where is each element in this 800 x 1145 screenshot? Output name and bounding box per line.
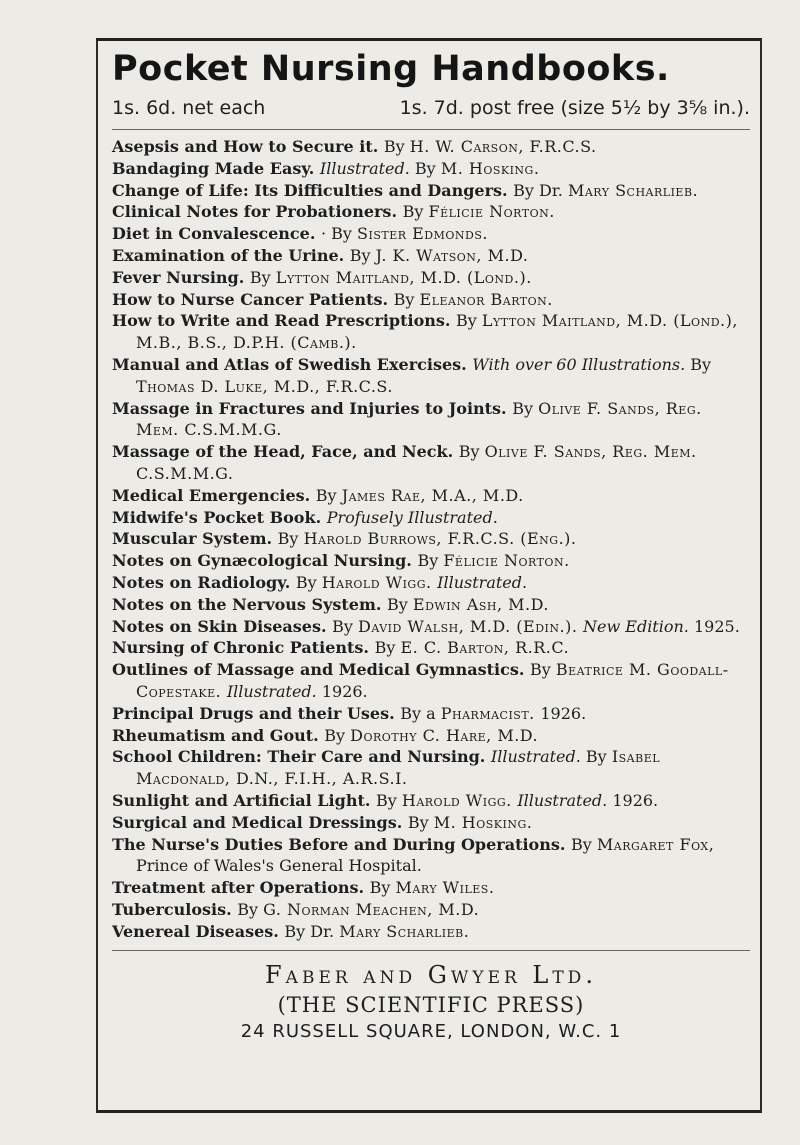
book-author: Olive F. Sands, Reg. Mem. C.S.M.M.G.: [136, 398, 702, 440]
book-text: By: [369, 878, 396, 898]
book-entry: [112, 310, 750, 354]
book-text: By: [407, 812, 434, 832]
book-text: By: [332, 616, 358, 636]
book-entry: [112, 158, 750, 180]
book-text: By: [277, 529, 304, 549]
book-note: Illustrated.: [437, 572, 528, 592]
book-title: Outlines of Massage and Medical Gymnastics.: [112, 660, 530, 680]
book-title: Notes on Gynæcological Nursing.: [112, 551, 418, 571]
book-entry: [112, 616, 750, 638]
book-entry: [112, 441, 750, 485]
book-title: Tuberculosis.: [112, 899, 238, 919]
book-entry: [112, 223, 750, 245]
book-text: By: [315, 485, 342, 505]
book-entry: [112, 354, 750, 398]
book-note: With over 60 Illustrations.: [472, 354, 691, 374]
book-author: G. Norman Meachen, M.D.: [263, 899, 480, 919]
book-entry: [112, 572, 750, 594]
book-author: Sister Edmonds.: [357, 224, 488, 244]
price-line: [112, 95, 750, 121]
book-note: Illustrated.: [226, 681, 322, 701]
book-title: Fever Nursing.: [112, 267, 250, 287]
book-author: Margaret Fox,: [596, 834, 715, 854]
book-title: Treatment after Operations.: [112, 878, 370, 898]
book-text: By: [585, 747, 612, 767]
book-title: How to Nurse Cancer Patients.: [112, 289, 394, 309]
book-text: By: [324, 725, 351, 745]
book-author: E. C. Barton, R.R.C.: [400, 638, 570, 658]
book-entry: [112, 550, 750, 572]
book-entry: [112, 594, 750, 616]
book-text: Prince of Wales's General Hospital.: [136, 856, 422, 876]
book-text: By: [402, 202, 429, 222]
book-text: By: [456, 311, 482, 331]
book-author: Olive F. Sands, Reg. Mem. C.S.M.M.G.: [136, 442, 697, 483]
book-author: Isabel Macdonald, D.N., F.I.H., A.R.S.I.: [136, 747, 661, 789]
book-text: By: [393, 289, 420, 309]
book-author: Eleanor Barton.: [419, 289, 553, 309]
book-text: By: [690, 354, 712, 374]
book-entry: [112, 289, 750, 311]
divider: [112, 950, 750, 951]
book-author: David Walsh, M.D. (Edin.).: [357, 616, 584, 636]
book-text: 1926.: [321, 681, 368, 701]
book-title: Notes on Radiology.: [112, 572, 296, 592]
book-author: M. Hosking.: [440, 158, 540, 178]
book-title: How to Write and Read Prescriptions.: [112, 311, 457, 331]
book-text: By: [414, 158, 441, 178]
book-title: Manual and Atlas of Swedish Exercises.: [112, 354, 473, 374]
book-text: 1925.: [693, 616, 740, 636]
book-text: · By: [320, 224, 358, 244]
book-author: Mary Scharlieb.: [567, 180, 699, 200]
book-title: School Children: Their Care and Nursing.: [112, 747, 491, 767]
book-text: By: [375, 790, 402, 810]
advertisement-page: [96, 38, 762, 1113]
book-entry: [112, 659, 750, 703]
publisher-press: (THE SCIENTIFIC PRESS): [277, 993, 585, 1018]
book-title: Venereal Diseases.: [112, 921, 285, 941]
book-title: Midwife's Pocket Book.: [112, 507, 327, 527]
book-author: J. K. Watson, M.D.: [375, 245, 529, 265]
book-author: Harold Burrows, F.R.C.S. (Eng.).: [303, 529, 577, 549]
book-title: Asepsis and How to Secure it.: [112, 137, 384, 156]
book-author: Thomas D. Luke, M.D., F.R.C.S.: [136, 376, 393, 396]
book-author: M. Hosking.: [433, 812, 533, 832]
book-title: Clinical Notes for Probationers.: [112, 202, 403, 222]
book-author: James Rae, M.A., M.D.: [341, 485, 524, 505]
publisher-address: [112, 1019, 750, 1045]
price-post-free: 1s. 7d. post free (size 5½ by 3⅝ in.).: [399, 97, 750, 119]
book-entry: [112, 877, 750, 899]
book-title: Nursing of Chronic Patients.: [112, 638, 375, 658]
book-title: Sunlight and Artificial Light.: [112, 790, 376, 810]
book-entry: [112, 725, 750, 747]
book-entry: [112, 703, 750, 725]
book-author: Félicie Norton.: [443, 551, 570, 571]
book-author: Mary Scharlieb.: [339, 921, 470, 941]
book-text: 1926.: [540, 703, 587, 723]
book-title: Principal Drugs and their Uses.: [112, 703, 401, 723]
book-entry: [112, 812, 750, 834]
publisher-name: Faber and Gwyer Ltd.: [265, 961, 597, 990]
book-author: H. W. Carson, F.R.C.S.: [409, 137, 597, 156]
book-note: Illustrated.: [517, 790, 613, 810]
book-note: Illustrated.: [490, 747, 586, 767]
book-entry: [112, 398, 750, 442]
book-text: By: [374, 638, 401, 658]
book-text: By: [383, 137, 410, 156]
book-text: By: [512, 398, 539, 418]
book-title: Examination of the Urine.: [112, 245, 350, 265]
book-author: Beatrice M. Goodall-Copestake.: [136, 660, 729, 701]
book-text: By: [237, 899, 264, 919]
book-text: By: [295, 572, 322, 592]
divider: [112, 129, 750, 130]
book-author: Harold Wigg.: [321, 572, 438, 592]
book-text: 1926.: [612, 790, 659, 810]
book-author: Pharmacist.: [440, 703, 541, 723]
book-title: Massage in Fractures and Injuries to Joints.: [112, 398, 513, 418]
book-list: [112, 136, 750, 942]
book-note: Illustrated.: [319, 158, 415, 178]
book-title: Muscular System.: [112, 529, 278, 549]
book-title: Rheumatism and Gout.: [112, 725, 325, 745]
book-entry: [112, 899, 750, 921]
book-entry: [112, 180, 750, 202]
book-entry: [112, 528, 750, 550]
price-net: 1s. 6d. net each: [112, 97, 266, 119]
book-title: The Nurse's Duties Before and During Operations.: [112, 834, 571, 854]
book-entry: [112, 746, 750, 790]
book-author: Lytton Maitland, M.D. (Lond.), M.B., B.S., D.P.H. (Camb.).: [136, 311, 738, 353]
book-title: Bandaging Made Easy.: [112, 158, 320, 178]
book-entry: [112, 136, 750, 158]
book-entry: [112, 201, 750, 223]
book-entry: [112, 790, 750, 812]
book-author: Mary Wiles.: [395, 878, 495, 898]
book-text: By Dr.: [513, 180, 568, 200]
book-title: Change of Life: Its Difficulties and Dangers.: [112, 180, 514, 200]
book-entry: [112, 245, 750, 267]
book-entry: [112, 921, 750, 943]
book-text: By: [529, 660, 556, 680]
book-entry: [112, 637, 750, 659]
book-author: Dorothy C. Hare, M.D.: [350, 725, 539, 745]
book-title: Diet in Convalescence.: [112, 224, 321, 244]
book-title: Medical Emergencies.: [112, 485, 316, 505]
book-title: Notes on Skin Diseases.: [112, 616, 333, 636]
book-entry: [112, 485, 750, 507]
book-text: By: [249, 267, 276, 287]
book-entry: [112, 267, 750, 289]
book-text: By: [458, 442, 485, 462]
book-author: Félicie Norton.: [428, 202, 555, 222]
book-author: Harold Wigg.: [401, 790, 518, 810]
book-title: Notes on the Nervous System.: [112, 594, 388, 614]
book-text: By a: [400, 703, 441, 723]
book-text: By Dr.: [284, 921, 340, 941]
book-note: New Edition.: [583, 616, 694, 636]
page-title: Pocket Nursing Handbooks.: [112, 49, 670, 89]
book-text: By: [387, 594, 413, 614]
book-text: By: [349, 245, 376, 265]
book-entry: [112, 507, 750, 529]
book-entry: [112, 834, 750, 878]
book-note: Profusely Illustrated.: [326, 507, 498, 527]
book-title: Massage of the Head, Face, and Neck.: [112, 442, 459, 462]
book-author: Lytton Maitland, M.D. (Lond.).: [275, 267, 532, 287]
book-author: Edwin Ash, M.D.: [412, 594, 549, 614]
book-title: Surgical and Medical Dressings.: [112, 812, 408, 832]
book-text: By: [571, 834, 597, 854]
book-text: By: [417, 551, 444, 571]
publisher-address-text: 24 RUSSELL SQUARE, LONDON, W.C. 1: [240, 1021, 622, 1043]
